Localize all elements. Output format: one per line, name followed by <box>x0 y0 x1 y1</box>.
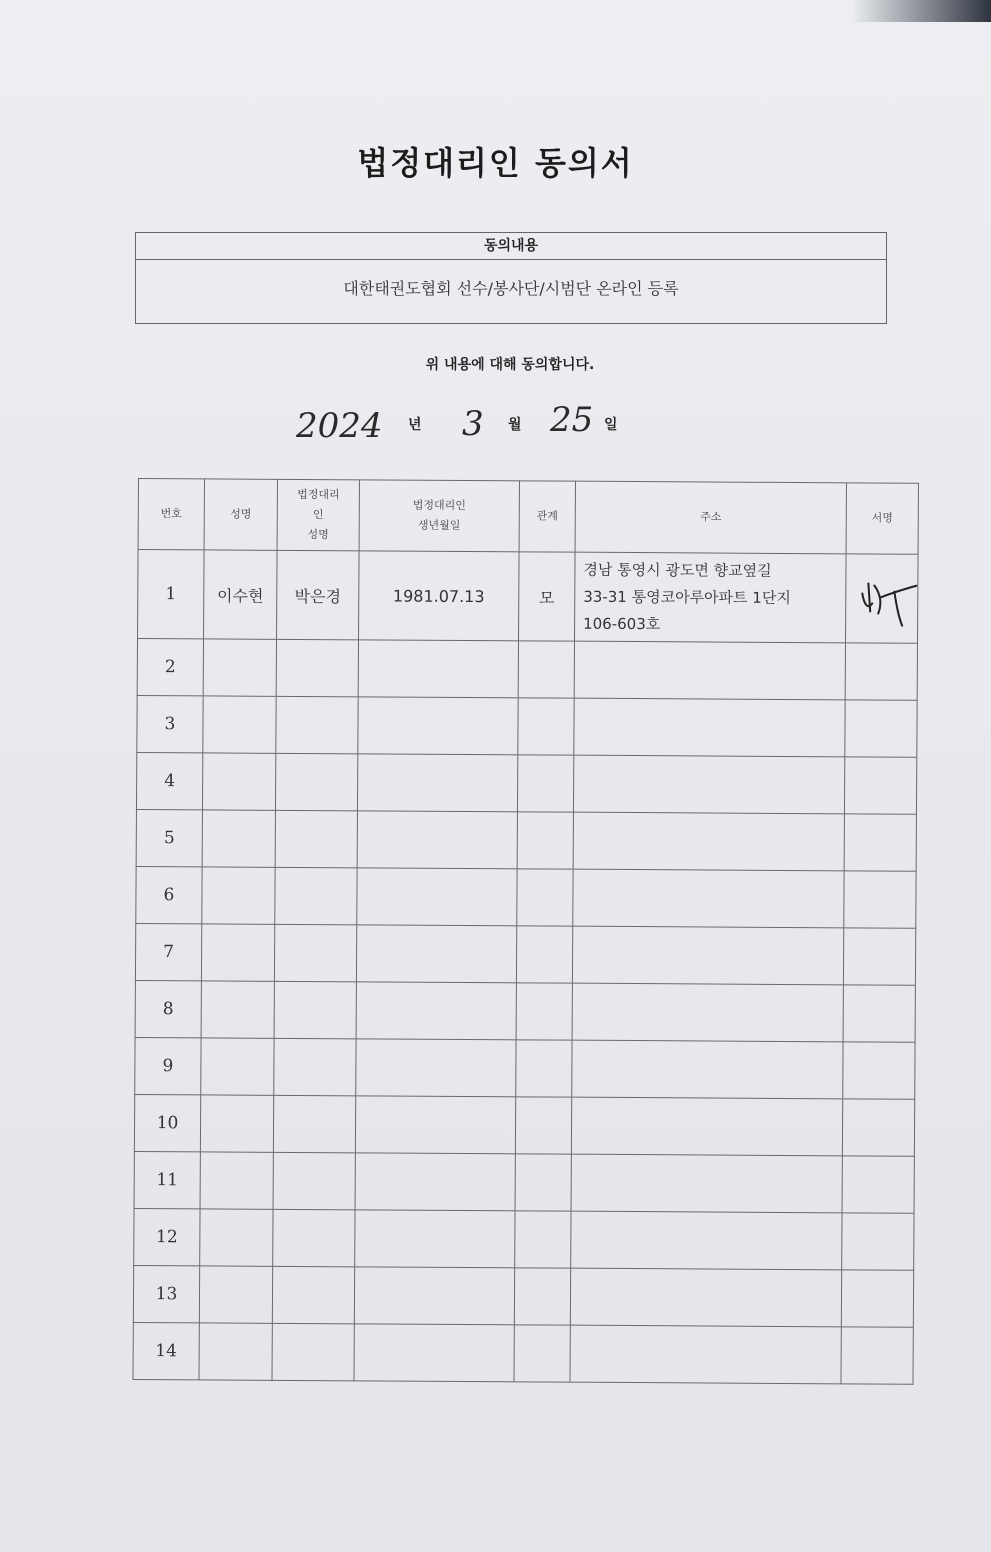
agree-statement: 위 내용에 대해 동의합니다. <box>425 357 595 373</box>
table-row <box>134 1208 914 1270</box>
table-row <box>136 752 916 814</box>
table-row <box>133 1265 913 1327</box>
header-guardian-name <box>277 479 359 550</box>
row-birth: 1981.07.13 <box>359 551 520 641</box>
row-number: 12 <box>134 1208 200 1265</box>
row-guardian <box>275 810 357 867</box>
header-name: 성명 <box>204 479 277 550</box>
registration-table <box>132 478 918 1385</box>
row-signature <box>844 814 916 871</box>
row-relation <box>515 1211 571 1268</box>
row-guardian <box>276 639 358 696</box>
consent-box <box>135 232 887 324</box>
row-name <box>201 981 274 1038</box>
row-signature <box>845 643 917 700</box>
row-number: 9 <box>135 1037 201 1094</box>
row-address <box>575 552 847 643</box>
row-number: 2 <box>137 639 203 696</box>
row-signature <box>841 1270 913 1327</box>
row-relation <box>514 1268 570 1325</box>
handwritten-signature <box>850 563 920 633</box>
row-name <box>203 696 276 753</box>
date-year: 2024 <box>296 406 383 446</box>
row-birth <box>355 1096 515 1154</box>
row-relation <box>517 869 573 926</box>
row-signature <box>842 1156 914 1213</box>
date-line <box>0 400 991 460</box>
row-guardian <box>274 981 356 1038</box>
header-guardian-name-line2: 인 <box>312 508 324 522</box>
row-name <box>200 1152 273 1209</box>
row-signature <box>842 1099 914 1156</box>
header-number: 번호 <box>138 479 204 550</box>
row-relation <box>518 698 574 755</box>
row-guardian <box>275 753 357 810</box>
row-number: 5 <box>136 809 202 866</box>
row-guardian <box>273 1209 355 1266</box>
table-row <box>137 639 917 701</box>
row-signature <box>843 1042 915 1099</box>
table-row <box>137 695 917 757</box>
table-row <box>135 1037 915 1099</box>
row-relation <box>515 1154 571 1211</box>
row-birth <box>355 1210 515 1268</box>
row-address <box>572 1040 843 1099</box>
row-name <box>200 1209 273 1266</box>
row-signature <box>844 757 916 814</box>
row-guardian <box>272 1266 354 1323</box>
row-address <box>574 641 845 700</box>
row-name <box>200 1095 273 1152</box>
row-address <box>573 869 844 928</box>
row-relation <box>516 926 572 983</box>
row-address-line3: 106-603호 <box>583 614 661 633</box>
row-name: 이수현 <box>204 550 278 639</box>
row-name <box>201 1038 274 1095</box>
row-guardian <box>275 867 357 924</box>
header-guardian-birth-line2: 생년월일 <box>417 518 461 532</box>
row-number: 1 <box>138 550 205 639</box>
row-number: 4 <box>136 752 202 809</box>
row-guardian <box>274 1038 356 1095</box>
row-birth <box>354 1324 514 1382</box>
row-relation <box>516 1040 572 1097</box>
row-guardian <box>276 696 358 753</box>
row-name <box>199 1266 272 1323</box>
row-birth <box>358 640 518 698</box>
row-birth <box>357 868 517 926</box>
row-signature <box>842 1213 914 1270</box>
header-address: 주소 <box>575 481 846 554</box>
table-row <box>134 1094 914 1156</box>
row-signature <box>841 1327 913 1384</box>
table-row <box>136 866 916 928</box>
row-name <box>202 810 275 867</box>
header-guardian-name-line3: 성명 <box>307 528 329 542</box>
row-relation <box>515 1097 571 1154</box>
row-guardian: 박은경 <box>277 550 360 639</box>
row-guardian <box>272 1323 354 1380</box>
row-birth <box>356 982 516 1040</box>
row-relation <box>516 983 572 1040</box>
row-signature <box>843 985 915 1042</box>
row-address <box>570 1268 841 1327</box>
date-year-unit: 년 <box>408 417 422 433</box>
row-address <box>573 812 844 871</box>
scan-shadow <box>851 0 991 22</box>
header-guardian-name-line1: 법정대리 <box>297 487 340 502</box>
row-relation <box>517 812 573 869</box>
row-birth <box>358 697 518 755</box>
table-row <box>136 809 916 871</box>
date-day: 25 <box>550 400 594 440</box>
row-number: 14 <box>133 1322 199 1379</box>
row-address <box>572 983 843 1042</box>
row-birth <box>357 754 517 812</box>
row-number: 7 <box>135 923 201 980</box>
row-number: 6 <box>136 866 202 923</box>
header-guardian-birth-line1: 법정대리인 <box>412 498 466 513</box>
table-row <box>138 550 919 644</box>
row-relation <box>514 1325 570 1382</box>
row-guardian <box>273 1152 355 1209</box>
row-address <box>570 1325 841 1384</box>
row-number: 8 <box>135 980 201 1037</box>
row-signature <box>844 871 916 928</box>
row-address <box>571 1097 842 1156</box>
table-row <box>135 980 915 1042</box>
date-month: 3 <box>462 404 484 444</box>
table-row <box>135 923 915 985</box>
row-address <box>571 1154 842 1213</box>
row-guardian <box>274 924 356 981</box>
row-name <box>201 924 274 981</box>
row-relation <box>518 641 574 698</box>
row-birth <box>356 925 516 983</box>
row-name <box>199 1323 272 1380</box>
row-name <box>202 753 275 810</box>
row-birth <box>357 811 517 869</box>
table-header-row <box>138 479 918 555</box>
consent-header: 동의내용 <box>136 233 886 260</box>
row-number: 11 <box>134 1151 200 1208</box>
row-guardian <box>273 1095 355 1152</box>
row-address <box>572 926 843 985</box>
header-signature: 서명 <box>846 483 918 554</box>
row-name <box>202 867 275 924</box>
table-row <box>133 1322 913 1384</box>
consent-text: 대한태권도협회 선수/봉사단/시범단 온라인 등록 <box>343 279 679 298</box>
row-name <box>203 639 276 696</box>
row-relation: 모 <box>519 552 576 641</box>
row-address <box>573 755 844 814</box>
row-relation <box>517 755 573 812</box>
row-address <box>574 698 845 757</box>
row-birth <box>355 1153 515 1211</box>
row-address-line1: 경남 통영시 광도면 향교옆길 <box>583 560 772 580</box>
table-row <box>134 1151 914 1213</box>
row-number: 3 <box>137 695 203 752</box>
header-relation: 관계 <box>519 481 575 552</box>
page-title: 법정대리인 동의서 <box>357 144 634 182</box>
date-day-unit: 일 <box>604 417 618 433</box>
header-guardian-birth <box>359 480 519 552</box>
row-birth <box>356 1039 516 1097</box>
date-month-unit: 월 <box>508 417 522 433</box>
row-signature <box>846 554 919 643</box>
row-signature <box>845 700 917 757</box>
row-address-line2: 33-31 통영코아루아파트 1단지 <box>583 587 791 607</box>
row-birth <box>354 1267 514 1325</box>
row-signature <box>843 928 915 985</box>
row-number: 10 <box>134 1094 200 1151</box>
row-number: 13 <box>133 1265 199 1322</box>
row-address <box>571 1211 842 1270</box>
